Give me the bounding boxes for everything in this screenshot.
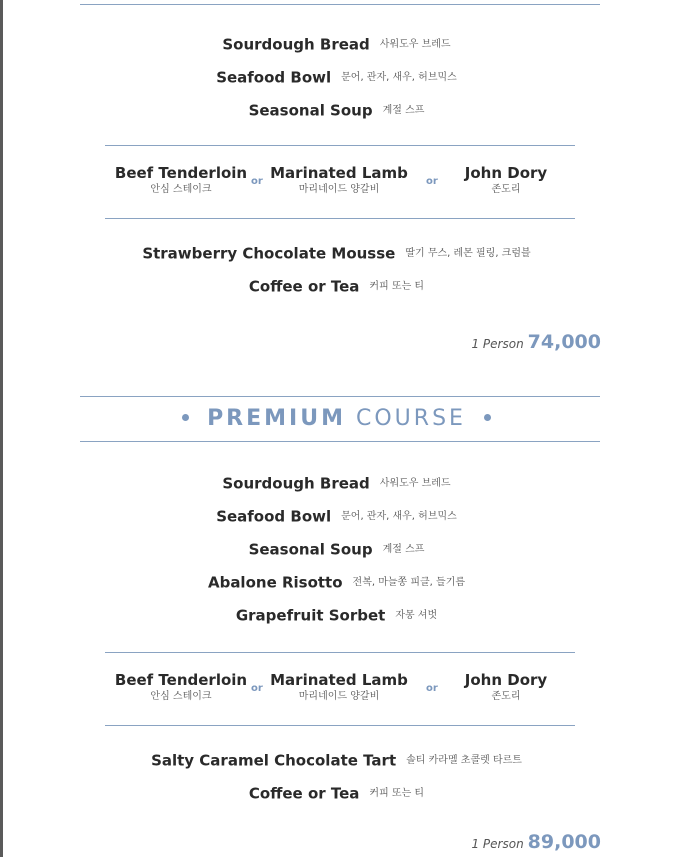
menu-item-seafood-bowl <box>0 506 673 526</box>
choice-korean: 안심 스테이크 <box>150 184 212 195</box>
course-price <box>471 831 601 853</box>
choice-name: Marinated Lamb <box>270 164 408 182</box>
divider-mains-top <box>105 652 575 653</box>
choice-korean: 존도리 <box>491 184 521 195</box>
divider-course-title-bottom <box>80 441 600 442</box>
item-name: Sourdough Bread <box>222 35 370 54</box>
choice-korean: 마리네이드 양갈비 <box>298 691 380 702</box>
item-korean: 커피 또는 티 <box>369 787 425 799</box>
price-amount: 89,000 <box>527 831 601 853</box>
item-korean: 딸기 무스, 레몬 필링, 크럼블 <box>405 247 531 259</box>
divider-mains-bottom <box>105 725 575 726</box>
menu-item-sourdough-bread <box>0 34 673 54</box>
menu-item-coffee-or-tea <box>0 276 673 296</box>
or-label: or <box>426 683 438 694</box>
main-choice-john-dory <box>421 164 591 197</box>
item-korean: 커피 또는 티 <box>369 280 425 292</box>
main-choice-beef-tenderloin <box>96 671 266 704</box>
price-persons: 1 Person <box>471 837 524 851</box>
choice-korean: 마리네이드 양갈비 <box>298 184 380 195</box>
choice-korean: 존도리 <box>491 691 521 702</box>
item-korean: 문어, 관자, 새우, 허브믹스 <box>341 71 457 83</box>
price-persons: 1 Person <box>471 337 524 351</box>
main-choice-marinated-lamb <box>254 671 424 704</box>
menu-item-grapefruit-sorbet <box>0 605 673 625</box>
item-name: Seafood Bowl <box>216 68 332 87</box>
item-name: Abalone Risotto <box>207 573 343 592</box>
title-dot-right <box>484 414 491 421</box>
item-name: Coffee or Tea <box>248 277 360 296</box>
or-label: or <box>251 683 263 694</box>
menu-item-salty-caramel-tart <box>0 750 673 770</box>
main-choice-john-dory <box>421 671 591 704</box>
item-name: Sourdough Bread <box>222 474 370 493</box>
item-korean: 솔티 카라멜 초콜렛 타르트 <box>406 754 522 766</box>
menu-item-seasonal-soup <box>0 539 673 559</box>
menu-item-coffee-or-tea <box>0 783 673 803</box>
menu-item-seasonal-soup <box>0 100 673 120</box>
title-dot-left <box>182 414 189 421</box>
menu-item-seafood-bowl <box>0 67 673 87</box>
course-title-strong: PREMIUM <box>207 406 346 431</box>
item-name: Seasonal Soup <box>248 101 373 120</box>
item-korean: 계절 스프 <box>382 104 425 116</box>
item-korean: 자몽 셔벗 <box>395 609 438 621</box>
item-name: Coffee or Tea <box>248 784 360 803</box>
item-korean: 사워도우 브레드 <box>379 477 451 489</box>
choice-name: John Dory <box>464 671 548 689</box>
choice-name: Beef Tenderloin <box>114 164 248 182</box>
course-title <box>0 406 673 432</box>
or-label: or <box>426 176 438 187</box>
divider-top <box>80 4 600 5</box>
course-price <box>471 331 601 353</box>
course-title-light: COURSE <box>356 406 466 431</box>
price-amount: 74,000 <box>527 331 601 353</box>
menu-item-sourdough-bread <box>0 473 673 493</box>
choice-name: Beef Tenderloin <box>114 671 248 689</box>
item-name: Grapefruit Sorbet <box>235 606 386 625</box>
item-korean: 사워도우 브레드 <box>379 38 451 50</box>
divider-course-title-top <box>80 396 600 397</box>
menu-item-strawberry-mousse <box>0 243 673 263</box>
item-korean: 전복, 마늘쫑 피클, 들기름 <box>352 576 466 588</box>
item-name: Salty Caramel Chocolate Tart <box>151 751 397 770</box>
divider-mains-top <box>105 145 575 146</box>
item-name: Strawberry Chocolate Mousse <box>142 244 396 263</box>
menu-item-abalone-risotto <box>0 572 673 592</box>
item-name: Seafood Bowl <box>216 507 332 526</box>
item-name: Seasonal Soup <box>248 540 373 559</box>
item-korean: 계절 스프 <box>382 543 425 555</box>
item-korean: 문어, 관자, 새우, 허브믹스 <box>341 510 457 522</box>
main-choice-marinated-lamb <box>254 164 424 197</box>
or-label: or <box>251 176 263 187</box>
choice-name: John Dory <box>464 164 548 182</box>
choice-name: Marinated Lamb <box>270 671 408 689</box>
choice-korean: 안심 스테이크 <box>150 691 212 702</box>
main-choice-beef-tenderloin <box>96 164 266 197</box>
divider-mains-bottom <box>105 218 575 219</box>
